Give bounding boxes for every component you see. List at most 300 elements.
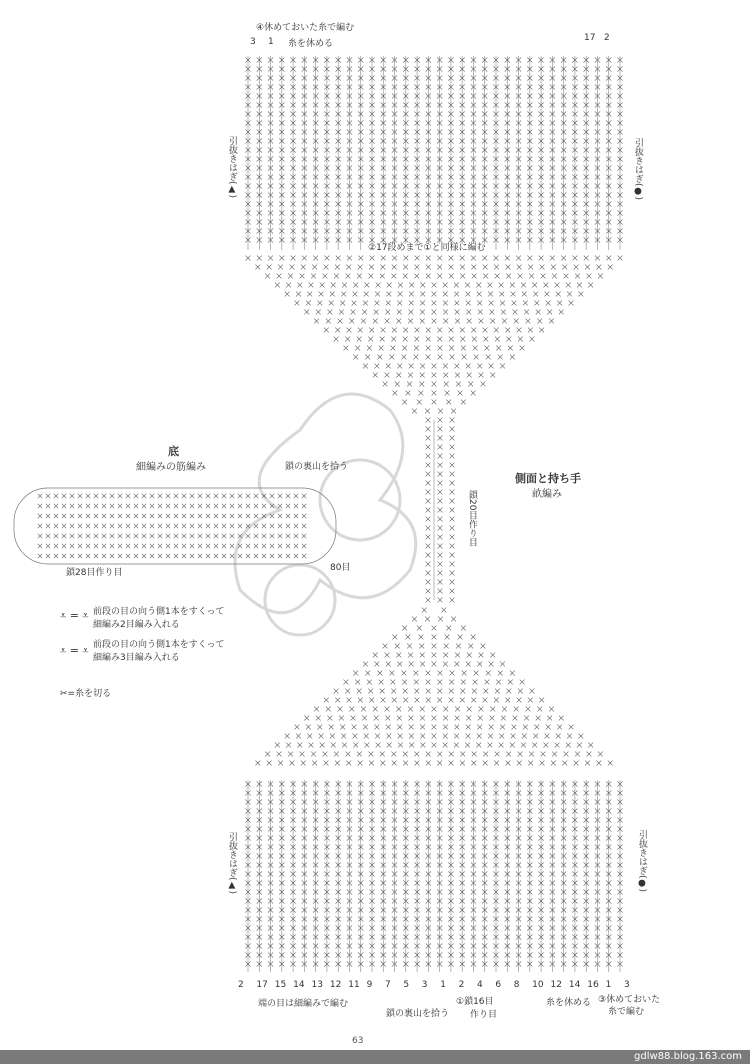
stitch-mark: [408, 373, 413, 378]
stitch-mark: [426, 671, 431, 676]
stitch-mark: [94, 554, 98, 558]
stitch-mark: [454, 725, 459, 730]
stitch-mark: [361, 707, 366, 712]
stitch-mark: [526, 319, 531, 324]
stitch-mark: [346, 761, 351, 766]
stitch-mark: [462, 355, 467, 360]
stitch-mark: [510, 355, 515, 360]
stitch-mark: [490, 319, 495, 324]
top-rest-yarn-note: 糸を休める: [288, 39, 334, 49]
stitch-mark: [450, 490, 455, 495]
watermark-text: gdlw88.blog.163.com: [634, 1051, 742, 1062]
stitch-mark: [585, 265, 590, 270]
stitch-mark: [415, 256, 420, 261]
stitch-mark: [520, 680, 525, 685]
stitch-mark: [426, 553, 431, 558]
row-number: 6: [495, 980, 502, 990]
stitch-mark: [46, 554, 50, 558]
stitch-mark: [126, 544, 130, 548]
stitch-mark: [443, 725, 448, 730]
stitch-mark: [403, 328, 408, 333]
stitch-mark: [374, 301, 379, 306]
stitch-mark: [38, 534, 42, 538]
stitch-mark: [166, 554, 170, 558]
stitch-mark: [346, 265, 351, 270]
stitch-mark: [496, 346, 501, 351]
stitch-mark: [86, 514, 90, 518]
stitch-mark: [460, 328, 465, 333]
stitch-mark: [214, 554, 218, 558]
stitch-mark: [539, 256, 544, 261]
stitch-mark: [174, 524, 178, 528]
stitch-mark: [369, 698, 374, 703]
stitch-mark: [450, 499, 455, 504]
stitch-mark: [446, 400, 451, 405]
stitch-mark: [489, 662, 494, 667]
stitch-mark: [379, 680, 384, 685]
stitch-mark: [289, 265, 294, 270]
stitch-mark: [158, 514, 162, 518]
stitch-mark: [499, 292, 504, 297]
stitch-mark: [373, 707, 378, 712]
stitch-mark: [403, 761, 408, 766]
stitch-mark: [598, 274, 603, 279]
stitch-mark: [449, 346, 454, 351]
stitch-mark: [450, 553, 455, 558]
stitch-mark: [297, 283, 302, 288]
stitch-mark: [476, 743, 481, 748]
stitch-mark: [426, 508, 431, 513]
stitch-mark: [414, 274, 419, 279]
stitch-mark: [206, 554, 210, 558]
stitch-mark: [518, 337, 523, 342]
stitch-mark: [403, 698, 408, 703]
stitch-mark: [118, 554, 122, 558]
stitch-mark: [214, 494, 218, 498]
stitch-mark: [415, 265, 420, 270]
stitch-mark: [311, 274, 316, 279]
stitch-mark: [489, 301, 494, 306]
stitch-mark: [478, 310, 483, 315]
stitch-mark: [587, 274, 592, 279]
stitch-mark: [450, 544, 455, 549]
stitch-mark: [383, 644, 388, 649]
stitch-mark: [397, 716, 402, 721]
stitch-mark: [383, 382, 388, 387]
stitch-mark: [523, 301, 528, 306]
stitch-mark: [408, 319, 413, 324]
stitch-mark: [490, 653, 495, 658]
stitch-mark: [309, 283, 314, 288]
stitch-mark: [468, 382, 473, 387]
stitch-mark: [450, 436, 455, 441]
stitch-mark: [552, 752, 557, 757]
stitch-mark: [364, 292, 369, 297]
stitch-mark: [432, 283, 437, 288]
stitch-mark: [268, 256, 273, 261]
stitch-mark: [432, 734, 437, 739]
stitch-mark: [460, 265, 465, 270]
legend-text-2a: 前段の目の向う側1本をすくって: [93, 640, 225, 650]
stitch-mark: [289, 761, 294, 766]
stitch-mark: [510, 743, 515, 748]
stitch-mark: [329, 301, 334, 306]
stitch-mark: [386, 301, 391, 306]
stitch-mark: [254, 504, 258, 508]
stitch-mark: [312, 265, 317, 270]
row-number: 14: [568, 980, 581, 990]
stitch-mark: [369, 328, 374, 333]
stitch-mark: [307, 292, 312, 297]
stitch-mark: [319, 292, 324, 297]
stitch-mark: [426, 544, 431, 549]
row-number: 2: [458, 980, 465, 990]
legend-text-1a: 前段の目の向う側1本をすくって: [93, 607, 225, 617]
stitch-mark: [158, 524, 162, 528]
stitch-mark: [567, 292, 572, 297]
stitch-mark: [54, 554, 58, 558]
stitch-mark: [426, 761, 431, 766]
stitch-mark: [494, 328, 499, 333]
row-number: 2: [238, 980, 244, 990]
stitch-mark: [454, 292, 459, 297]
stitch-mark: [304, 716, 309, 721]
stitch-mark: [62, 494, 66, 498]
stitch-mark: [437, 328, 442, 333]
stitch-mark: [460, 337, 465, 342]
stitch-mark: [420, 301, 425, 306]
stitch-mark: [426, 436, 431, 441]
stitch-mark: [432, 400, 437, 405]
stitch-mark: [150, 514, 154, 518]
stitch-mark: [465, 292, 470, 297]
stitch-mark: [54, 524, 58, 528]
stitch-mark: [86, 544, 90, 548]
stitch-mark: [304, 310, 309, 315]
stitch-mark: [46, 534, 50, 538]
stitch-mark: [365, 355, 370, 360]
stitch-mark: [262, 524, 266, 528]
stitch-mark: [353, 355, 358, 360]
stitch-mark: [426, 265, 431, 270]
stitch-mark: [483, 337, 488, 342]
row-number: 7: [385, 980, 391, 990]
stitch-mark: [467, 707, 472, 712]
stitch-mark: [494, 698, 499, 703]
stitch-mark: [437, 752, 442, 757]
stitch-mark: [543, 743, 548, 748]
stitch-mark: [415, 328, 420, 333]
stitch-mark: [466, 716, 471, 721]
stitch-mark: [363, 662, 368, 667]
stitch-mark: [526, 707, 531, 712]
stitch-mark: [449, 328, 454, 333]
stitch-mark: [288, 752, 293, 757]
stitch-mark: [142, 524, 146, 528]
stitch-mark: [460, 256, 465, 261]
stitch-mark: [343, 680, 348, 685]
stitch-mark: [38, 524, 42, 528]
stitch-mark: [54, 494, 58, 498]
stitch-mark: [166, 514, 170, 518]
stitch-mark: [374, 310, 379, 315]
stitch-mark: [94, 514, 98, 518]
stitch-mark: [420, 716, 425, 721]
stitch-mark: [62, 504, 66, 508]
stitch-mark: [316, 716, 321, 721]
stitch-mark: [246, 554, 250, 558]
stitch-mark: [545, 734, 550, 739]
stitch-mark: [198, 494, 202, 498]
stitch-mark: [346, 274, 351, 279]
stitch-mark: [454, 662, 459, 667]
stitch-mark: [556, 292, 561, 297]
stitch-mark: [437, 337, 442, 342]
stitch-mark: [54, 544, 58, 548]
stitch-mark: [450, 589, 455, 594]
stitch-mark: [275, 743, 280, 748]
stitch-mark: [222, 514, 226, 518]
stitch-mark: [541, 274, 546, 279]
stitch-mark: [437, 274, 442, 279]
stitch-mark: [396, 373, 401, 378]
stitch-mark: [403, 274, 408, 279]
stitch-mark: [479, 707, 484, 712]
stitch-mark: [338, 707, 343, 712]
stitch-mark: [552, 274, 557, 279]
stitch-mark: [426, 337, 431, 342]
stitch-mark: [387, 283, 392, 288]
stitch-mark: [158, 544, 162, 548]
stitch-mark: [166, 544, 170, 548]
stitch-mark: [522, 292, 527, 297]
stitch-mark: [438, 445, 443, 450]
stitch-mark: [532, 283, 537, 288]
stitch-mark: [524, 310, 529, 315]
stitch-mark: [389, 671, 394, 676]
stitch-mark: [327, 716, 332, 721]
stitch-mark: [319, 734, 324, 739]
stitch-mark: [285, 292, 290, 297]
stitch-mark: [432, 373, 437, 378]
stitch-mark: [512, 725, 517, 730]
stitch-mark: [361, 319, 366, 324]
stitch-mark: [278, 494, 282, 498]
stitch-mark: [432, 725, 437, 730]
stitch-mark: [455, 707, 460, 712]
stitch-mark: [518, 689, 523, 694]
stitch-mark: [385, 707, 390, 712]
stitch-mark: [345, 337, 350, 342]
stitch-mark: [578, 734, 583, 739]
stitch-mark: [142, 554, 146, 558]
stitch-mark: [420, 373, 425, 378]
stitch-mark: [518, 752, 523, 757]
ends-sc-note: 端の目は細編みで編む: [258, 999, 349, 1009]
stitch-mark: [450, 355, 455, 360]
stitch-mark: [110, 494, 114, 498]
stitch-mark: [294, 534, 298, 538]
stitch-mark: [432, 635, 437, 640]
stitch-mark: [142, 534, 146, 538]
stitch-mark: [432, 653, 437, 658]
stitch-mark: [395, 382, 400, 387]
stitch-mark: [347, 256, 352, 261]
stitch-mark: [450, 562, 455, 567]
stitch-mark: [514, 319, 519, 324]
stitch-mark: [483, 761, 488, 766]
stitch-mark: [395, 644, 400, 649]
stitch-mark: [490, 707, 495, 712]
row-number: 14: [293, 980, 305, 990]
stitch-mark: [432, 743, 437, 748]
stitch-mark: [403, 337, 408, 342]
stitch-mark: [166, 494, 170, 498]
row-number: 8: [513, 980, 520, 990]
stitch-mark: [390, 680, 395, 685]
stitch-mark: [190, 554, 194, 558]
top-row-label-1: 1: [268, 37, 274, 47]
stitch-mark: [389, 355, 394, 360]
stitch-mark: [38, 504, 42, 508]
stitch-mark: [377, 355, 382, 360]
stitch-mark: [323, 274, 328, 279]
stitch-mark: [368, 337, 373, 342]
stitch-mark: [62, 544, 66, 548]
stitch-mark: [296, 292, 301, 297]
stitch-mark: [426, 274, 431, 279]
stitch-mark: [409, 301, 414, 306]
stitch-mark: [471, 328, 476, 333]
legend-symbol-2: ⩡ = ⩡: [60, 644, 89, 657]
stitch-mark: [618, 256, 623, 261]
stitch-mark: [358, 698, 363, 703]
stitch-mark: [450, 535, 455, 540]
stitch-mark: [222, 504, 226, 508]
stitch-mark: [86, 524, 90, 528]
stitch-mark: [277, 752, 282, 757]
stitch-mark: [471, 265, 476, 270]
stitch-mark: [432, 707, 437, 712]
stitch-mark: [449, 752, 454, 757]
stitch-mark: [214, 504, 218, 508]
stitch-mark: [317, 301, 322, 306]
stitch-mark: [566, 283, 571, 288]
stitch-mark: [396, 319, 401, 324]
stitch-mark: [347, 328, 352, 333]
stitch-mark: [577, 743, 582, 748]
stitch-mark: [437, 689, 442, 694]
stitch-mark: [385, 716, 390, 721]
stitch-mark: [301, 265, 306, 270]
stitch-mark: [331, 283, 336, 288]
stitch-mark: [405, 635, 410, 640]
stitch-mark: [198, 524, 202, 528]
stitch-mark: [300, 752, 305, 757]
stitch-mark: [277, 274, 282, 279]
stitch-mark: [449, 689, 454, 694]
stitch-mark: [126, 514, 130, 518]
stitch-mark: [426, 454, 431, 459]
stitch-mark: [484, 680, 489, 685]
stitch-mark: [511, 292, 516, 297]
stitch-mark: [449, 274, 454, 279]
stitch-mark: [174, 554, 178, 558]
stitch-mark: [455, 716, 460, 721]
stitch-mark: [267, 761, 272, 766]
stitch-mark: [494, 761, 499, 766]
stitch-mark: [550, 256, 555, 261]
stitch-mark: [198, 554, 202, 558]
stitch-mark: [438, 508, 443, 513]
stitch-mark: [392, 391, 397, 396]
stitch-mark: [238, 514, 242, 518]
stitch-mark: [327, 310, 332, 315]
stitch-mark: [559, 716, 564, 721]
stitch-mark: [214, 514, 218, 518]
stitch-mark: [573, 256, 578, 261]
stitch-mark: [377, 671, 382, 676]
stitch-mark: [451, 409, 456, 414]
stitch-mark: [533, 734, 538, 739]
stitch-mark: [458, 391, 463, 396]
top-row-label-2: 2: [604, 33, 610, 43]
stitch-mark: [500, 725, 505, 730]
stitch-mark: [409, 364, 414, 369]
stitch-mark: [426, 562, 431, 567]
stitch-mark: [347, 698, 352, 703]
stitch-mark: [270, 524, 274, 528]
stitch-mark: [517, 698, 522, 703]
stitch-mark: [78, 504, 82, 508]
stitch-mark: [46, 524, 50, 528]
stitch-mark: [126, 534, 130, 538]
stitch-mark: [414, 355, 419, 360]
stitch-mark: [38, 544, 42, 548]
stitch-mark: [110, 514, 114, 518]
stitch-mark: [353, 671, 358, 676]
stitch-mark: [513, 310, 518, 315]
stitch-mark: [391, 337, 396, 342]
stitch-mark: [278, 514, 282, 518]
stitch-mark: [598, 752, 603, 757]
stitch-mark: [508, 346, 513, 351]
stitch-mark: [294, 514, 298, 518]
stitch-mark: [353, 734, 358, 739]
stitch-mark: [432, 301, 437, 306]
row-number: 17: [256, 980, 268, 990]
stitch-mark: [206, 534, 210, 538]
stitch-mark: [365, 671, 370, 676]
stitch-mark: [386, 292, 391, 297]
row-number: 15: [274, 980, 287, 990]
stitch-mark: [449, 698, 454, 703]
stitch-mark: [380, 337, 385, 342]
stitch-mark: [174, 504, 178, 508]
stitch-mark: [364, 743, 369, 748]
stitch-mark: [432, 310, 437, 315]
stitch-mark: [443, 653, 448, 658]
stitch-mark: [585, 761, 590, 766]
stitch-mark: [363, 364, 368, 369]
stitch-mark: [126, 554, 130, 558]
stitch-mark: [499, 743, 504, 748]
stitch-mark: [391, 752, 396, 757]
stitch-mark: [481, 644, 486, 649]
stitch-mark: [426, 418, 431, 423]
stitch-mark: [450, 445, 455, 450]
stitch-mark: [351, 716, 356, 721]
